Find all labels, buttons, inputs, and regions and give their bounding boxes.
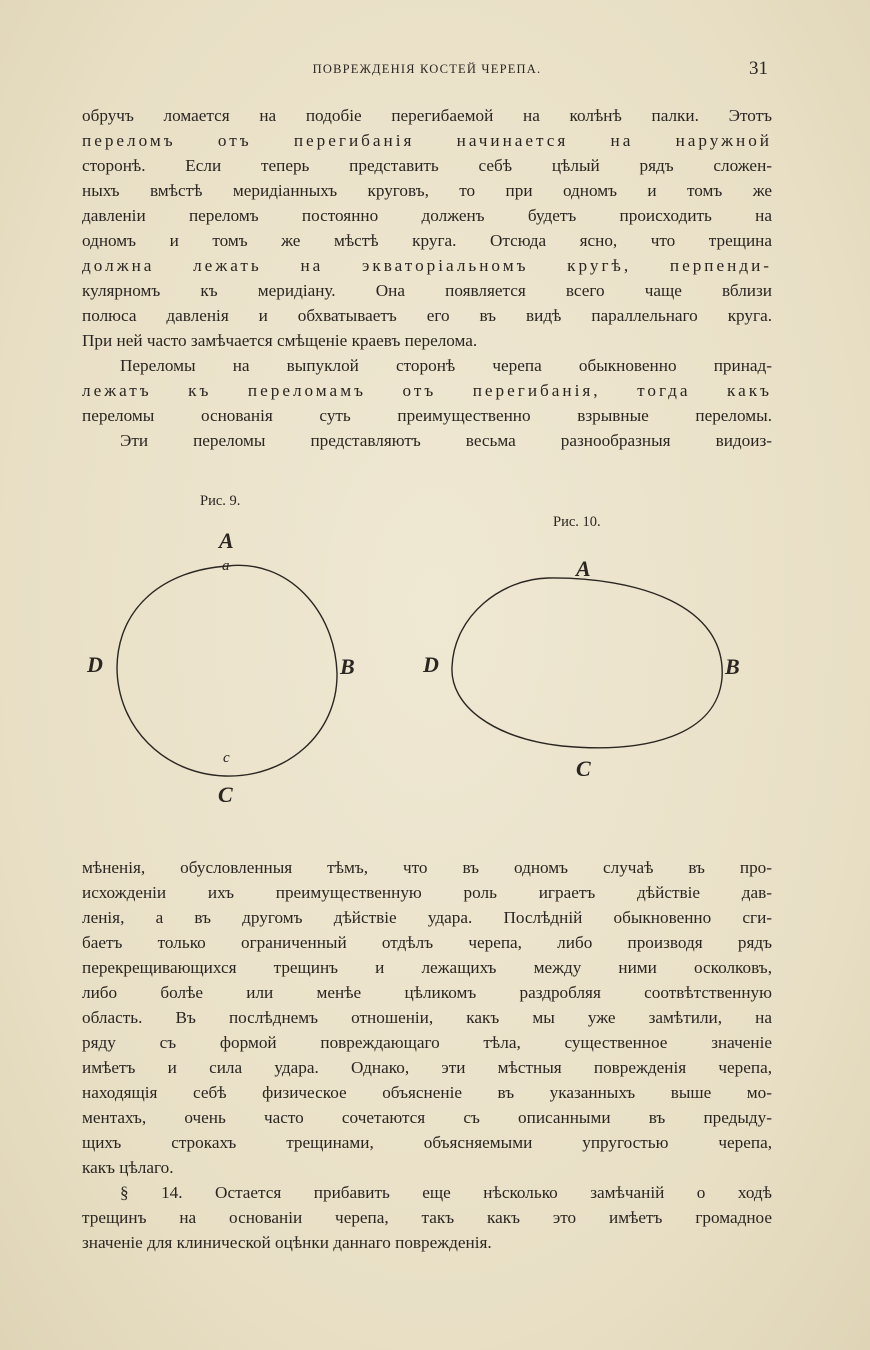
text-line: ныхъ вмѣстѣ меридіанныхъ круговъ, то при одномъ и томъ же [82, 181, 772, 200]
text-block-top [82, 103, 772, 453]
fig10-label-left: D [423, 652, 439, 677]
fig10-label-top: A [576, 556, 591, 581]
fig9-label-top: A [219, 528, 234, 553]
text-block-bottom [82, 855, 772, 1255]
text-line: переломы основанія суть преимущественно взрывные переломы. [82, 406, 772, 425]
page-number: 31 [749, 58, 768, 79]
text-line: имѣетъ и сила удара. Однако, эти мѣстныя поврежденія черепа, [82, 1058, 772, 1077]
text-line: давленіи переломъ постоянно долженъ будетъ происходить на [82, 206, 772, 225]
text-line: Эти переломы представляютъ весьма разнообразныя видоиз- [120, 431, 772, 450]
text-line: мѣненія, обусловленныя тѣмъ, что въ одномъ случаѣ въ про- [82, 858, 772, 877]
text-line: ленія, а въ другомъ дѣйствіе удара. Послѣдній обыкновенно сги- [82, 908, 772, 927]
text-line: значеніе для клинической оцѣнки даннаго поврежденія. [82, 1233, 492, 1252]
text-line: При ней часто замѣчается смѣщеніе краевъ перелома. [82, 331, 478, 350]
text-line: сторонѣ. Если теперь представить себѣ цѣлый рядъ сложен- [82, 156, 772, 175]
text-line: переломъ отъ перегибанія начинается на наружной [82, 131, 772, 150]
text-line: находящія себѣ физическое объясненіе въ указанныхъ выше мо- [82, 1083, 772, 1102]
text-line: область. Въ послѣднемъ отношеніи, какъ мы уже замѣтили, на [82, 1008, 772, 1027]
figures-area [82, 480, 772, 820]
text-line: либо болѣе или менѣе цѣликомъ раздробляя соотвѣтственную [82, 983, 772, 1002]
text-line: Переломы на выпуклой сторонѣ черепа обыкновенно принад- [120, 356, 772, 375]
text-line: исхожденіи ихъ преимущественную роль играетъ дѣйствіе дав- [82, 883, 772, 902]
fig9-label-inner-top: a [222, 558, 230, 574]
text-line: перекрещивающихся трещинъ и лежащихъ между ними осколковъ, [82, 958, 772, 977]
fig10-label-bottom: C [576, 756, 591, 781]
fig9-label-right: B [340, 654, 355, 679]
fig9-label-bottom: C [218, 782, 233, 807]
text-line: должна лежать на экваторіальномъ кругѣ, перпенди- [82, 256, 772, 275]
text-line: ряду съ формой повреждающаго тѣла, существенное значеніе [82, 1033, 772, 1052]
text-line: одномъ и томъ же мѣстѣ круга. Отсюда ясно, что трещина [82, 231, 772, 250]
text-line: лежатъ къ переломамъ отъ перегибанія, тогда какъ [82, 381, 772, 400]
figure-drawings [82, 480, 772, 820]
fig9-label-left: D [87, 652, 103, 677]
running-title: ПОВРЕЖДЕНІЯ КОСТЕЙ ЧЕРЕПА. [312, 62, 542, 76]
text-line: кулярномъ къ меридіану. Она появляется всего чаще вблизи [82, 281, 772, 300]
text-line: полюса давленія и обхватываетъ его въ видѣ параллельнаго круга. [82, 306, 772, 325]
text-line: ментахъ, очень часто сочетаются съ описанными въ предыду- [82, 1108, 772, 1127]
fig10-caption: Рис. 10. [553, 514, 601, 530]
fig9-caption: Рис. 9. [200, 493, 241, 509]
text-line: трещинъ на основаніи черепа, такъ какъ это имѣетъ громадное [82, 1208, 772, 1227]
fig9-label-inner-bottom: c [223, 750, 230, 766]
text-line: баетъ только ограниченный отдѣлъ черепа, либо производя рядъ [82, 933, 772, 952]
text-line: щихъ строкахъ трещинами, объясняемыми упругостью черепа, [82, 1133, 772, 1152]
running-head [82, 58, 772, 82]
text-line: какъ цѣлаго. [82, 1158, 174, 1177]
fig9-circle [117, 565, 337, 776]
text-line: обручъ ломается на подобіе перегибаемой на колѣнѣ палки. Этотъ [82, 106, 772, 125]
fig10-ellipse [452, 578, 722, 748]
fig10-label-right: B [725, 654, 740, 679]
section-line: § 14. Остается прибавить еще нѣсколько замѣчаній о ходѣ [120, 1183, 772, 1202]
